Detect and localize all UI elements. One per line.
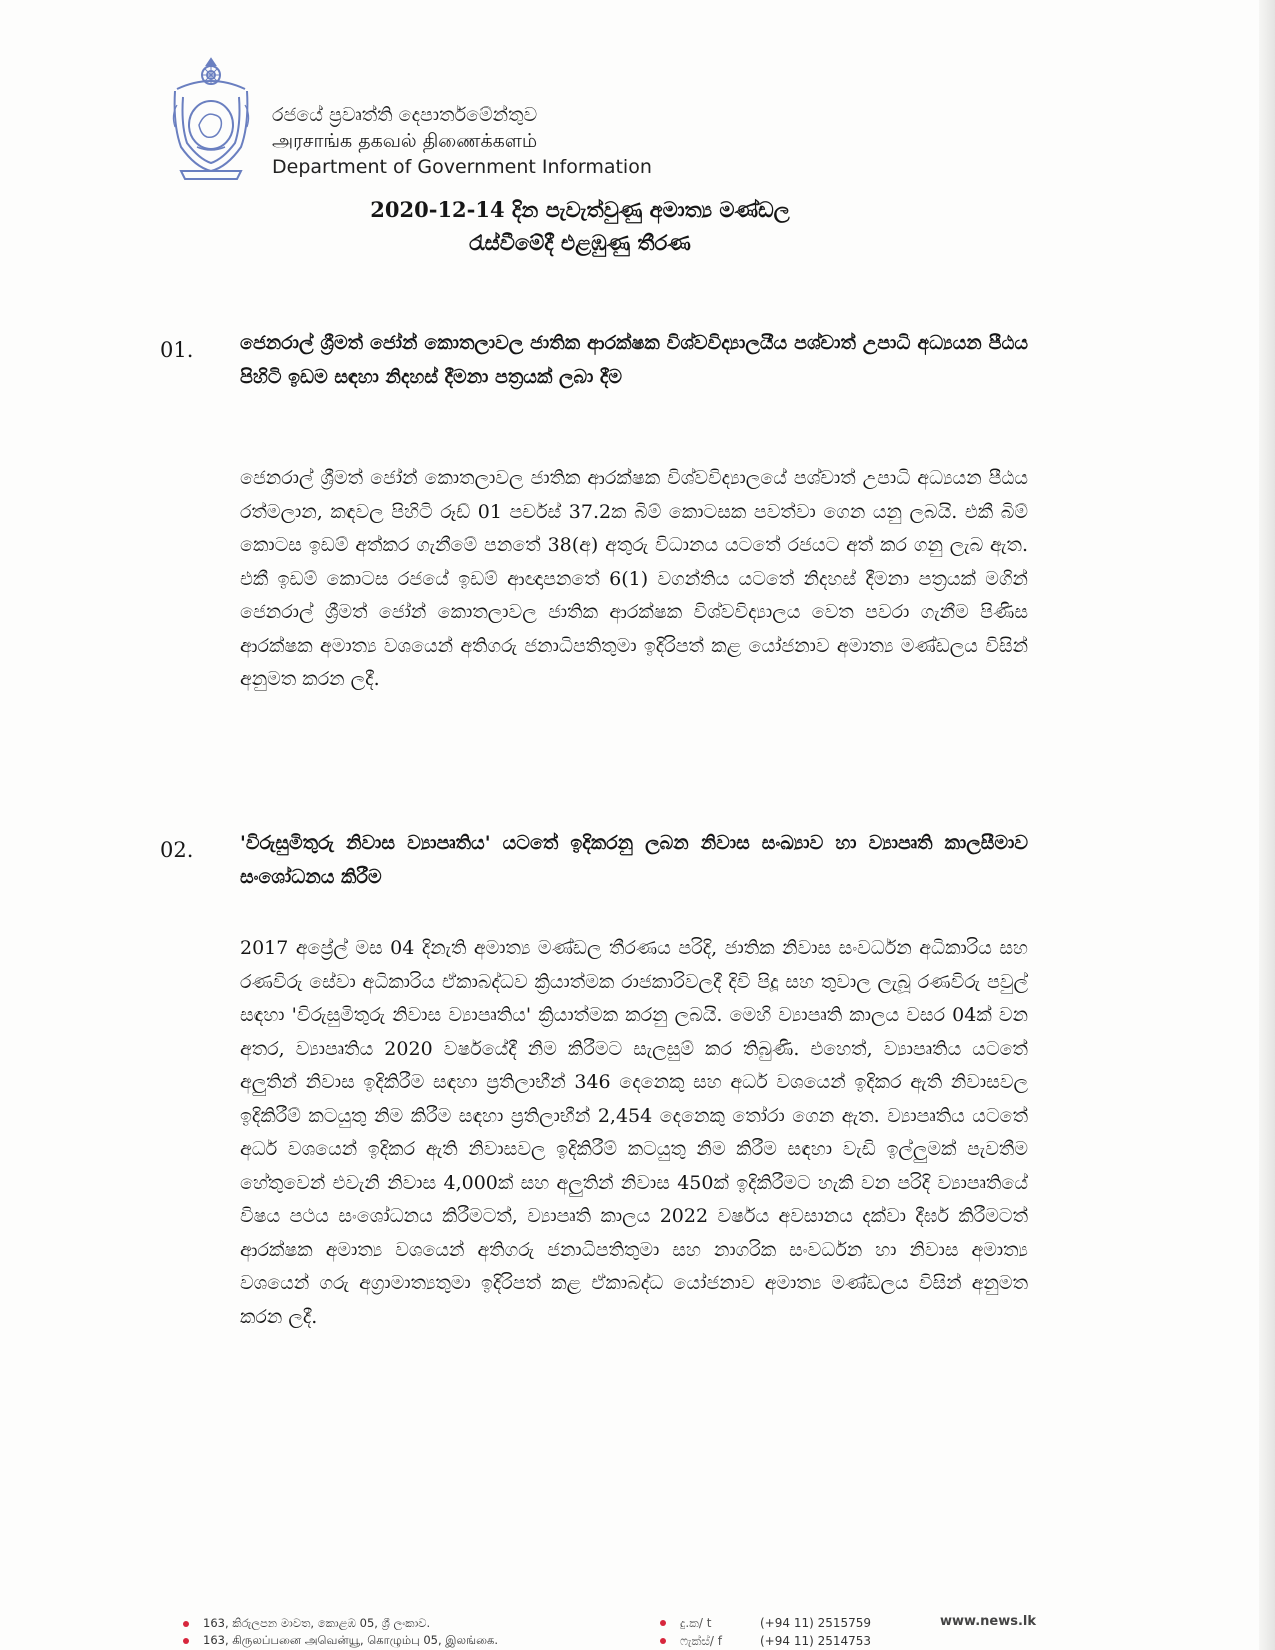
fax-label: ෆැක්ස්/ f <box>680 1634 722 1648</box>
item-heading: 'විරුසුමිතුරු නිවාස ව්‍යාපෘතිය' යටතේ ඉදිකරනු ලබන නිවාස සංඛ්‍යාව හා ව්‍යාපෘති කාලසීමාව සංශෝධනය කිරීම <box>240 832 1028 888</box>
bullet-icon <box>183 1638 189 1644</box>
sri-lanka-emblem-icon <box>167 55 255 183</box>
scan-edge-shadow <box>1259 0 1275 1650</box>
bullet-icon <box>660 1620 666 1626</box>
document-title-line2: රැස්වීමේදී එළඹුණු තීරණ <box>469 230 691 255</box>
document-title <box>300 193 860 259</box>
footer-contact <box>660 1614 871 1650</box>
item-number: 01. <box>160 338 194 362</box>
address-line: 163, කිරුලපන මාවත, කොළඹ 05, ශ්‍රී ලංකාව. <box>203 1616 431 1630</box>
fax-number: (+94 11) 2514753 <box>760 1634 872 1648</box>
department-name-tamil: அரசாங்க தகவல் திணைக்களம் <box>272 130 538 152</box>
item-body: ජෙනරාල් ශ්‍රීමත් ජෝන් කොතලාවල ජාතික ආරක්ෂක විශ්වවිද්‍යාලයේ පශ්චාත් උපාධි අධ්‍යයන පීඨය රත්මලාන, කඳවල පිහිටි රූඩ් 01 පර්චස් 37.2ක බිම් කොටසක පවත්වා ගෙන යනු ලබයි. එකී බිම් කොටස ඉඩම් අත්කර ගැනීමේ පනතේ 38(අ) අතුරු විධානය යටතේ රජයට අත් කර ගනු ලැබ ඇත. එකී ඉඩම් කොටස රජයේ ඉඩම් ආඥාපනතේ 6(1) වගන්තිය යටතේ නිදහස් දීමනා පත්‍රයක් මගින් ජෙනරාල් ශ්‍රීමත් ජෝන් කොතලාවල ජාතික ආරක්ෂක විශ්වවිද්‍යාලය වෙත පවරා ගැනීම පිණිස ආරක්ෂක අමාත්‍ය වශයෙන් අතිගරු ජනාධිපතිතුමා ඉදිරිපත් කළ යෝජනාව අමාත්‍ය මණ්ඩලය විසින් අනුමත කරන ලදී. <box>240 467 1028 690</box>
department-name <box>272 102 652 180</box>
item-number: 02. <box>160 838 194 862</box>
address-line: 163, கிருலப்பனை அவென்யூ, கொழும்பு 05, இலங்கை. <box>203 1633 499 1647</box>
item-heading: ජෙනරාල් ශ්‍රීමත් ජෝන් කොතලාවල ජාතික ආරක්ෂක විශ්වවිද්‍යාලයීය පශ්චාත් උපාධි අධ්‍යයන පීඨය පිහිටි ඉඩම සඳහා නිදහස් දීමනා පත්‍රයක් ලබා දීම <box>240 332 1028 388</box>
item-body: 2017 අප්‍රේල් මස 04 දිනැති අමාත්‍ය මණ්ඩල තීරණය පරිදි, ජාතික නිවාස සංවර්ධන අධිකාරිය සහ රණවිරු සේවා අධිකාරිය ඒකාබද්ධව ක්‍රියාත්මක රාජකාරිවලදී දිවි පිදූ සහ තුවාල ලැබූ රණවිරු පවුල් සඳහා 'විරුසුමිතුරු නිවාස ව්‍යාපෘතිය' ක්‍රියාත්මක කරනු ලබයි. මෙහි ව්‍යාපෘති කාලය වසර 04ක් වන අතර, ව්‍යාපෘතිය 2020 වර්ෂයේදී නිම කිරීමට සැලසුම් කර තිබුණි. එහෙත්, ව්‍යාපෘතිය යටතේ අලුතින් නිවාස ඉදිකිරීම සඳහා ප්‍රතිලාභීන් 346 දෙනෙකු සහ අර්ධ වශයෙන් ඉදිකර ඇති නිවාසවල ඉදිකිරීම් කටයුතු නිම කිරීම සඳහා ප්‍රතිලාභීන් 2,454 දෙනෙකු තෝරා ගෙන ඇත. ව්‍යාපෘතිය යටතේ අර්ධ වශයෙන් ඉදිකර ඇති නිවාසවල ඉදිකිරීම් කටයුතු නිම කිරීම සඳහා වැඩි ඉල්ලුමක් පැවතීම හේතුවෙන් එවැනි නිවාස 4,000ක් සහ අලුතින් නිවාස 450ක් ඉදිකිරීමට හැකි වන පරිදි ව්‍යාපෘතියේ විෂය පථය සංශෝධනය කිරීමටත්, ව්‍යාපෘති කාලය 2022 වර්ෂය අවසානය දක්වා දීර්ඝ කිරීමටත් ආරක්ෂක අමාත්‍ය වශයෙන් අතිගරු ජනාධිපතිතුමා සහ නාගරික සංවර්ධන හා නිවාස අමාත්‍ය වශයෙන් ගරු අග්‍රාමාත්‍යතුමා ඉදිරිපත් කළ ඒකාබද්ධ යෝජනාව අමාත්‍ය මණ්ඩලය විසින් අනුමත කරන ලදී. <box>240 937 1028 1328</box>
department-name-english: Department of Government Information <box>272 156 652 178</box>
phone-number: (+94 11) 2515759 <box>760 1616 872 1630</box>
bullet-icon <box>183 1621 189 1627</box>
document-title-line1: 2020-12-14 දින පැවැත්වුණු අමාත්‍ය මණ්ඩල <box>370 197 790 222</box>
footer-address <box>183 1615 498 1649</box>
bullet-icon <box>660 1638 666 1644</box>
phone-label: දු.ක/ t <box>680 1616 712 1630</box>
department-name-sinhala: රජයේ ප්‍රවෘත්ති දෙපාර්තමේන්තුව <box>272 104 538 126</box>
website-link[interactable]: www.news.lk <box>940 1614 1036 1629</box>
